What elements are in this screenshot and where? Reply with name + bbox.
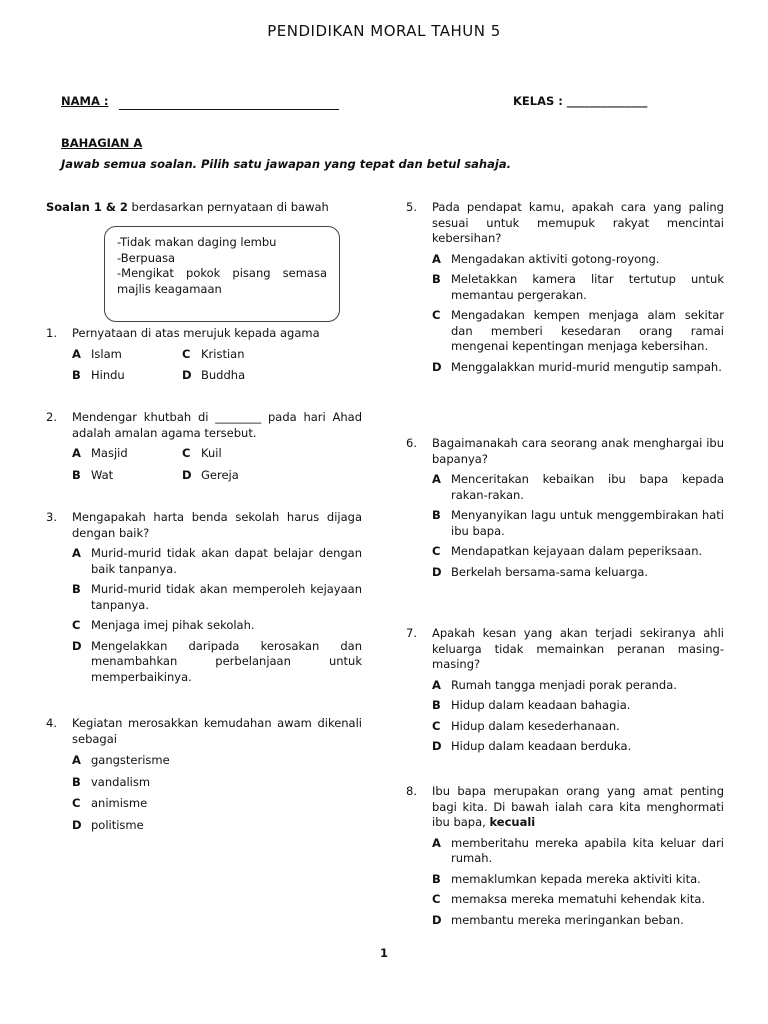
question-text: Bagaimanakah cara seorang anak menghargai ibu bapanya? bbox=[432, 436, 724, 466]
option-b[interactable]: B Hindu bbox=[72, 368, 125, 382]
option-c[interactable]: C Menjaga imej pihak sekolah. bbox=[72, 618, 255, 632]
question-5 bbox=[406, 200, 724, 375]
option-b[interactable]: B Wat bbox=[72, 467, 114, 482]
question-text: Pernyataan di atas merujuk kepada agama bbox=[72, 326, 320, 340]
option-b[interactable]: B Murid-murid tidak akan memperoleh kejayaan tanpanya. bbox=[72, 582, 362, 612]
question-2 bbox=[46, 410, 362, 483]
intro-line bbox=[46, 200, 346, 216]
option-c[interactable]: C memaksa mereka mematuhi kehendak kita. bbox=[432, 892, 706, 906]
page-title: PENDIDIKAN MORAL TAHUN 5 bbox=[267, 22, 501, 40]
question-6 bbox=[406, 436, 724, 580]
question-1 bbox=[46, 326, 362, 384]
question-text: Mengapakah harta benda sekolah harus dijaga dengan baik? bbox=[72, 510, 362, 540]
statement-line: -Tidak makan daging lembu bbox=[117, 235, 277, 249]
name-field bbox=[61, 94, 339, 110]
statement-box bbox=[104, 226, 340, 322]
question-number: 6. bbox=[406, 436, 417, 450]
option-d[interactable]: D Hidup dalam keadaan berduka. bbox=[432, 739, 632, 753]
class-field bbox=[513, 94, 647, 110]
option-a[interactable]: A Islam bbox=[72, 346, 122, 361]
option-b[interactable]: B memaklumkan kepada mereka aktiviti kita. bbox=[432, 871, 701, 886]
intro-rest: berdasarkan pernyataan di bawah bbox=[127, 200, 329, 214]
question-3 bbox=[46, 510, 362, 685]
question-4 bbox=[46, 716, 362, 833]
statement-line: -Mengikat pokok pisang semasa majlis keagamaan bbox=[117, 266, 327, 296]
option-b[interactable]: B Meletakkan kamera litar tertutup untuk memantau pergerakan. bbox=[432, 272, 724, 302]
question-number: 8. bbox=[406, 784, 417, 798]
option-d[interactable]: D membantu mereka meringankan beban. bbox=[432, 912, 684, 927]
intro-bold: Soalan 1 & 2 bbox=[46, 200, 128, 214]
option-d[interactable]: D Berkelah bersama-sama keluarga. bbox=[432, 564, 649, 579]
option-c[interactable]: C Mengadakan kempen menjaga alam sekitar dan memberi kesedaran orang ramai mengenai kepentingan menjaga kebersihan. bbox=[432, 308, 724, 353]
question-emphasis: kecuali bbox=[489, 815, 536, 829]
question-number: 2. bbox=[46, 410, 57, 424]
option-c[interactable]: C Hidup dalam kesederhanaan. bbox=[432, 718, 620, 733]
statement-line: -Berpuasa bbox=[117, 250, 176, 265]
section-heading: BAHAGIAN A bbox=[61, 136, 143, 150]
class-label: KELAS : bbox=[513, 94, 563, 108]
question-8 bbox=[406, 784, 724, 928]
class-blank-line: ______________ bbox=[566, 94, 648, 108]
question-text: Mendengar khutbah di ________ pada hari Ahad adalah amalan agama tersebut. bbox=[72, 410, 362, 440]
option-c[interactable]: C Kuil bbox=[182, 446, 222, 460]
question-number: 1. bbox=[46, 326, 57, 340]
option-d[interactable]: D Menggalakkan murid-murid mengutip sampah. bbox=[432, 359, 722, 374]
option-a[interactable]: A Mengadakan aktiviti gotong-royong. bbox=[432, 251, 660, 266]
option-d[interactable]: D politisme bbox=[72, 817, 144, 832]
section-instruction: Jawab semua soalan. Pilih satu jawapan yang tepat dan betul sahaja. bbox=[61, 157, 511, 171]
option-c[interactable]: C animisme bbox=[72, 796, 148, 810]
question-text: Ibu bapa merupakan orang yang amat penting bagi kita. Di bawah ialah cara kita menghormati ibu bapa, kecuali bbox=[432, 784, 724, 829]
option-c[interactable]: C Kristian bbox=[182, 346, 245, 361]
option-a[interactable]: A Murid-murid tidak akan dapat belajar dengan baik tanpanya. bbox=[72, 546, 362, 576]
option-b[interactable]: B Menyanyikan lagu untuk menggembirakan hati ibu bapa. bbox=[432, 508, 724, 538]
option-b[interactable]: B vandalism bbox=[72, 774, 151, 789]
option-d[interactable]: D Gereja bbox=[182, 467, 239, 482]
option-a[interactable]: A memberitahu mereka apabila kita keluar dari rumah. bbox=[432, 835, 724, 865]
question-number: 3. bbox=[46, 510, 57, 524]
option-a[interactable]: A Masjid bbox=[72, 446, 128, 460]
option-a[interactable]: A Rumah tangga menjadi porak peranda. bbox=[432, 677, 677, 692]
question-text: Pada pendapat kamu, apakah cara yang paling sesuai untuk memupuk rakyat mencintai kebersihan? bbox=[432, 200, 724, 245]
question-7 bbox=[406, 626, 724, 755]
option-a[interactable]: A Menceritakan kebaikan ibu bapa kepada rakan-rakan. bbox=[432, 472, 724, 502]
name-blank-line bbox=[119, 97, 339, 110]
page-number: 1 bbox=[379, 946, 388, 960]
question-text: Kegiatan merosakkan kemudahan awam dikenali sebagai bbox=[72, 716, 362, 746]
option-c[interactable]: C Mendapatkan kejayaan dalam peperiksaan. bbox=[432, 544, 703, 558]
question-number: 4. bbox=[46, 716, 57, 730]
option-b[interactable]: B Hidup dalam keadaan bahagia. bbox=[432, 698, 631, 712]
name-label: NAMA : bbox=[61, 94, 109, 108]
question-number: 7. bbox=[406, 626, 417, 640]
question-text: Apakah kesan yang akan terjadi sekiranya ahli keluarga tidak memainkan peranan masing-masing? bbox=[432, 626, 724, 671]
option-d[interactable]: D Mengelakkan daripada kerosakan dan menambahkan perbelanjaan untuk memperbaikinya. bbox=[72, 638, 362, 684]
option-d[interactable]: D Buddha bbox=[182, 368, 246, 382]
option-a[interactable]: A gangsterisme bbox=[72, 753, 170, 767]
question-number: 5. bbox=[406, 200, 417, 214]
